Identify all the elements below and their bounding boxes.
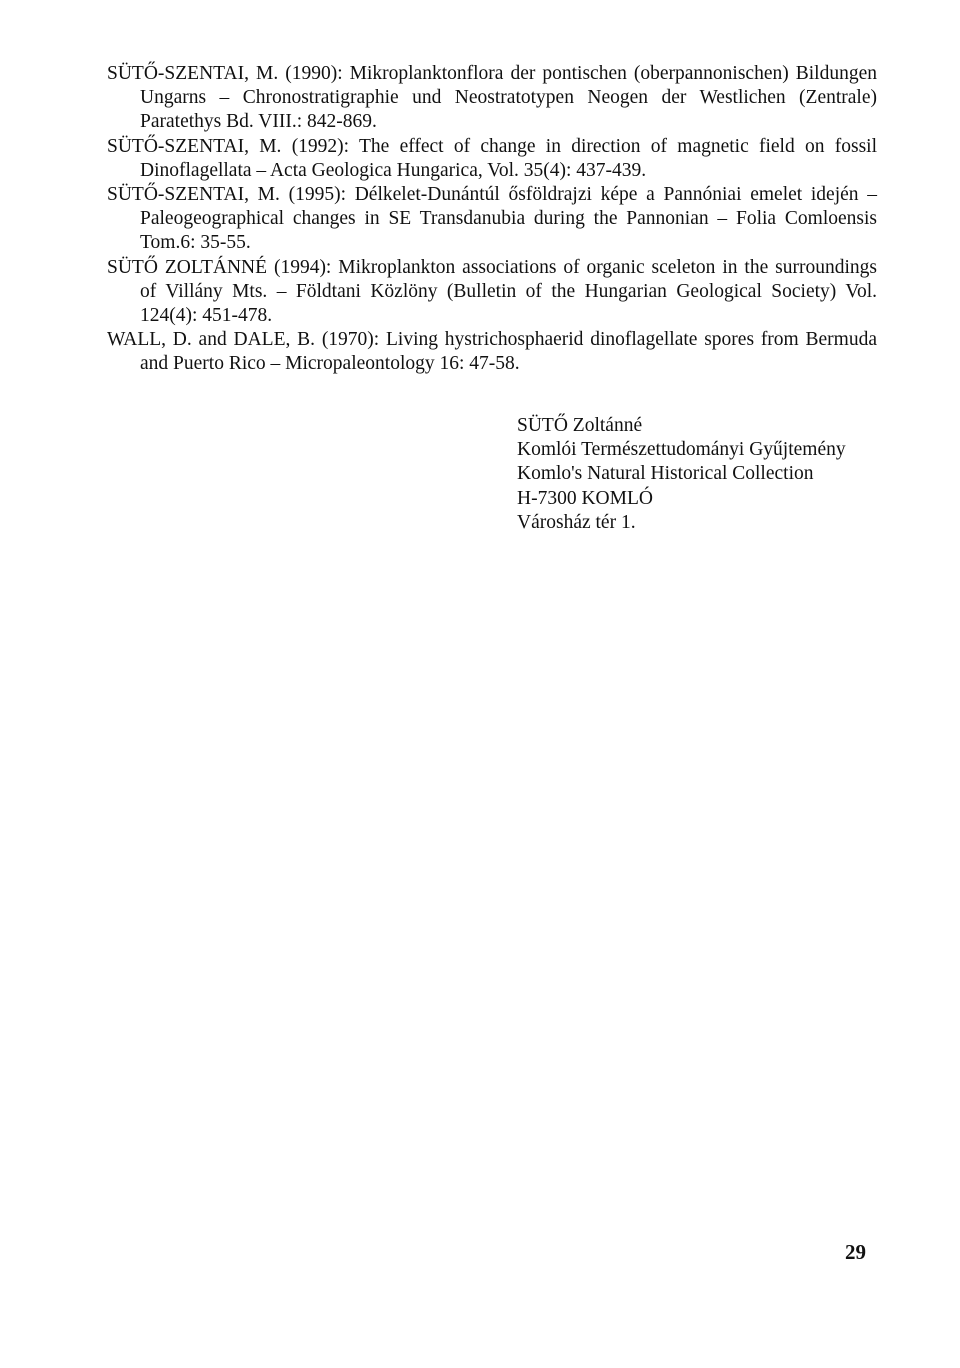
reference-item	[107, 183, 877, 256]
reference-text: (1995): Délkelet-Dunántúl ősföldrajzi képe a Pannóniai emelet idején – Paleogeographical changes in SE Transdanubia during the Pannonian – Folia Comloensis Tom.6: 35-55.	[140, 184, 877, 254]
reference-item	[107, 135, 877, 183]
reference-author: WALL, D. and DALE, B.	[107, 329, 316, 351]
reference-text: (1970): Living hystrichosphaerid dinoflagellate spores from Bermuda and Puerto Rico – Micropaleontology 16: 47-58.	[140, 329, 877, 375]
author-address	[517, 414, 917, 535]
reference-item	[107, 256, 877, 329]
reference-text: (1990): Mikroplanktonflora der pontischen (oberpannonischen) Bildungen Ungarns – Chronostratigraphie und Neostratotypen Neogen der Westlichen (Zentrale) Paratethys Bd. VIII.: 842-869.	[140, 63, 877, 133]
reference-item	[107, 62, 877, 135]
reference-author: SÜTŐ ZOLTÁNNÉ	[107, 256, 268, 278]
address-street: Városház tér 1.	[517, 511, 636, 533]
page-number: 29	[845, 1240, 866, 1264]
address-institution-english: Komlo's Natural Historical Collection	[517, 463, 814, 485]
reference-author: SÜTŐ-SZENTAI, M.	[107, 63, 279, 84]
reference-text: (1994): Mikroplankton associations of organic sceleton in the surroundings of Villány Mts. – Földtani Közlöny (Bulletin of the Hungarian Geological Society) Vol. 124(4): 451-478.	[140, 256, 877, 327]
reference-item	[107, 328, 877, 376]
reference-author: SÜTŐ-SZENTAI, M.	[107, 184, 280, 206]
reference-author: SÜTŐ-SZENTAI, M.	[107, 135, 282, 157]
reference-text: (1992): The effect of change in direction of magnetic field on fossil Dinoflagellata – Acta Geologica Hungarica, Vol. 35(4): 437-439.	[140, 135, 877, 181]
address-name: SÜTŐ Zoltánné	[517, 415, 643, 436]
address-institution: Komlói Természettudományi Gyűjtemény	[517, 439, 846, 461]
address-city: H-7300 KOMLÓ	[517, 487, 653, 509]
reference-list	[107, 62, 877, 377]
